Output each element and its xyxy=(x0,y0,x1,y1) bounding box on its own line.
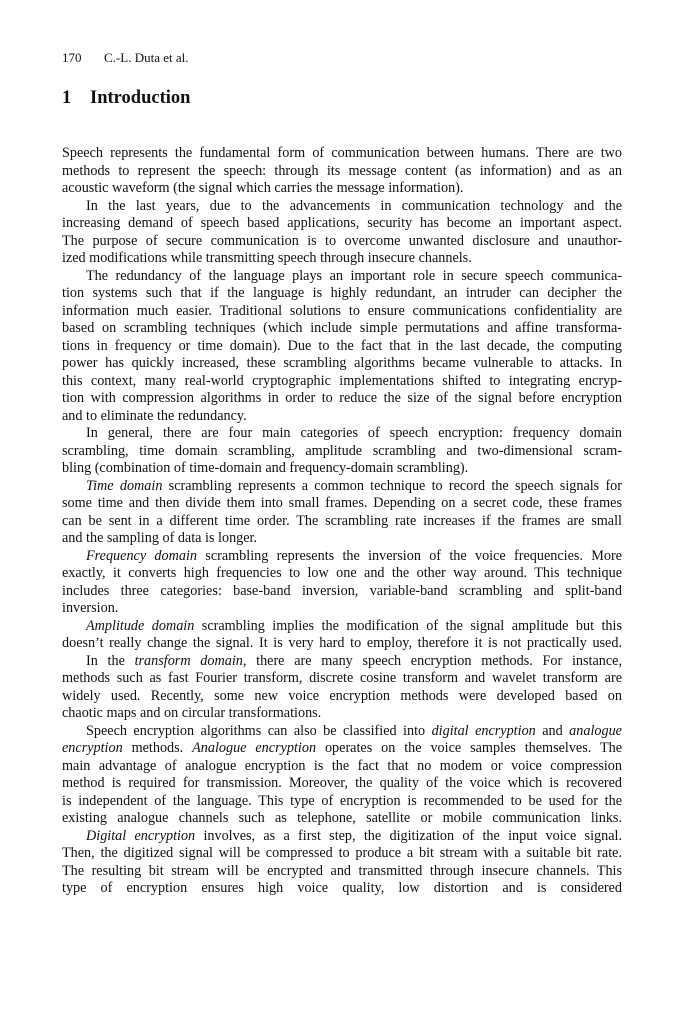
italic-term: Analogue encryption xyxy=(192,740,317,756)
text-line xyxy=(62,268,622,286)
italic-term: digital encryption xyxy=(431,722,536,739)
italic-term: Time domain xyxy=(86,477,163,494)
text-run: involves, as a first step, the digitization of the input voice signal. xyxy=(195,827,622,844)
text-line xyxy=(62,653,622,671)
italic-term: encryption xyxy=(62,740,123,756)
text-run: tion systems such that if the language is highly redundant, an intruder can decipher the xyxy=(62,285,622,301)
text-line xyxy=(62,198,622,216)
text-run: type of encryption ensures high voice quality, low distortion and is considered xyxy=(62,880,622,896)
text-line xyxy=(62,373,622,391)
text-run: , there are many speech encryption methods. For instance, xyxy=(242,652,622,669)
text-line xyxy=(62,425,622,443)
text-line xyxy=(62,338,622,356)
text-run: scrambling represents a common technique to record the speech signals for xyxy=(162,477,623,494)
section-title: Introduction xyxy=(90,88,191,108)
text-line xyxy=(62,145,622,163)
text-line xyxy=(62,460,622,478)
text-line xyxy=(62,583,622,601)
text-line xyxy=(62,355,622,373)
text-run: tion with compression algorithms in order to reduce the size of the signal before encryption xyxy=(62,390,622,406)
body-text xyxy=(62,145,622,898)
text-run: information much easier. Traditional solutions to ensure communications confidentiality are xyxy=(62,302,622,319)
text-line xyxy=(62,810,622,828)
text-run: operates on the voice samples themselves. The xyxy=(316,740,623,756)
text-line xyxy=(62,180,622,198)
text-run: Speech encryption algorithms can also be classified into xyxy=(86,722,432,739)
running-header xyxy=(62,50,188,66)
text-run: The purpose of secure communication is to overcome unwanted disclosure and unauthor- xyxy=(62,232,622,249)
text-line xyxy=(62,723,622,741)
text-run: and xyxy=(535,722,570,739)
text-line xyxy=(62,688,622,706)
text-run: increasing demand of speech based applications, security has become an important aspect. xyxy=(62,215,622,231)
text-line xyxy=(62,495,622,513)
text-run: and the sampling of data is longer. xyxy=(62,530,258,546)
text-line xyxy=(62,250,622,268)
text-line xyxy=(62,775,622,793)
italic-term: Amplitude domain xyxy=(86,617,195,634)
text-line xyxy=(62,390,622,408)
italic-term: transform domain xyxy=(134,652,243,669)
text-run: The resulting bit stream will be encrypted and transmitted through insecure channels. This xyxy=(62,862,622,879)
text-run: acoustic waveform (the signal which carries the message information). xyxy=(62,180,464,196)
text-line xyxy=(62,845,622,863)
text-run: exactly, it converts high frequencies to low one and the other way around. This technique xyxy=(62,565,622,581)
text-line xyxy=(62,740,622,758)
text-run: includes three categories: base-band inversion, variable-band scrambling and split-band xyxy=(62,582,622,599)
text-line xyxy=(62,233,622,251)
text-run: doesn’t really change the signal. It is very hard to employ, therefore it is not practically used. xyxy=(62,635,622,651)
section-number: 1 xyxy=(62,88,72,108)
text-line xyxy=(62,600,622,618)
text-line xyxy=(62,408,622,426)
text-run: is independent of the language. This type of encryption is recommended to be used for the xyxy=(62,792,622,809)
text-line xyxy=(62,635,622,653)
text-line xyxy=(62,320,622,338)
text-run: existing analogue channels such as telephone, satellite or mobile communication links. xyxy=(62,810,622,826)
text-line xyxy=(62,513,622,531)
text-run: some time and then divide them into small frames. Depending on a secret code, these frames xyxy=(62,495,622,511)
text-line xyxy=(62,548,622,566)
text-run: method is required for transmission. Moreover, the quality of the voice which is recovered xyxy=(62,775,622,791)
text-line xyxy=(62,618,622,636)
text-run: inversion. xyxy=(62,600,119,616)
text-run: methods such as fast Fourier transform, discrete cosine transform and wavelet transform are xyxy=(62,670,622,686)
text-line xyxy=(62,443,622,461)
text-run: can be sent in a different time order. The scrambling rate increases if the frames are small xyxy=(62,512,622,529)
text-run: methods to represent the speech: through its message content (as information) and as an xyxy=(62,162,622,179)
section-heading xyxy=(62,88,190,109)
text-run: power has quickly increased, these scrambling algorithms became vulnerable to attacks. In xyxy=(62,355,622,371)
text-line xyxy=(62,793,622,811)
text-run: Speech represents the fundamental form of communication between humans. There are two xyxy=(62,145,622,161)
text-run: chaotic maps and on circular transformations. xyxy=(62,705,322,721)
text-line xyxy=(62,215,622,233)
text-line xyxy=(62,863,622,881)
text-run: Then, the digitized signal will be compressed to produce a bit stream with a suitable bit rate. xyxy=(62,845,622,861)
text-run: In the xyxy=(86,652,135,669)
text-line xyxy=(62,478,622,496)
text-run: scrambling implies the modification of the signal amplitude but this xyxy=(194,617,622,634)
text-run: this context, many real-world cryptographic implementations shifted to integrating encryp- xyxy=(62,372,622,389)
text-run: ized modifications while transmitting speech through insecure channels. xyxy=(62,250,472,266)
text-line xyxy=(62,565,622,583)
text-run: In the last years, due to the advancements in communication technology and the xyxy=(86,197,622,214)
text-line xyxy=(62,705,622,723)
text-run: main advantage of analogue encryption is the fact that no modem or voice compression xyxy=(62,757,622,774)
text-line xyxy=(62,670,622,688)
text-run: widely used. Recently, some new voice encryption methods were developed based on xyxy=(62,687,622,704)
text-run: methods. xyxy=(122,740,193,756)
text-line xyxy=(62,530,622,548)
text-run: In general, there are four main categories of speech encryption: frequency domain xyxy=(86,425,622,441)
text-line xyxy=(62,163,622,181)
text-run: tions in frequency or time domain). Due to the fact that in the last decade, the computing xyxy=(62,337,622,354)
text-run: scrambling, time domain scrambling, amplitude scrambling and two-dimensional scram- xyxy=(62,442,622,459)
text-line xyxy=(62,303,622,321)
running-authors: C.-L. Duta et al. xyxy=(104,50,189,65)
text-line xyxy=(62,828,622,846)
text-line xyxy=(62,758,622,776)
italic-term: analogue xyxy=(569,722,622,739)
page-number: 170 xyxy=(62,50,82,65)
text-run: bling (combination of time-domain and frequency-domain scrambling). xyxy=(62,460,469,476)
text-run: The redundancy of the language plays an important role in secure speech communica- xyxy=(86,267,622,284)
text-run: and to eliminate the redundancy. xyxy=(62,407,247,424)
text-run: based on scrambling techniques (which include simple permutations and affine transforma- xyxy=(62,320,622,336)
italic-term: Frequency domain xyxy=(86,547,197,564)
text-run: scrambling represents the inversion of the voice frequencies. More xyxy=(197,547,622,564)
text-line xyxy=(62,285,622,303)
italic-term: Digital encryption xyxy=(86,827,196,844)
text-line xyxy=(62,880,622,898)
